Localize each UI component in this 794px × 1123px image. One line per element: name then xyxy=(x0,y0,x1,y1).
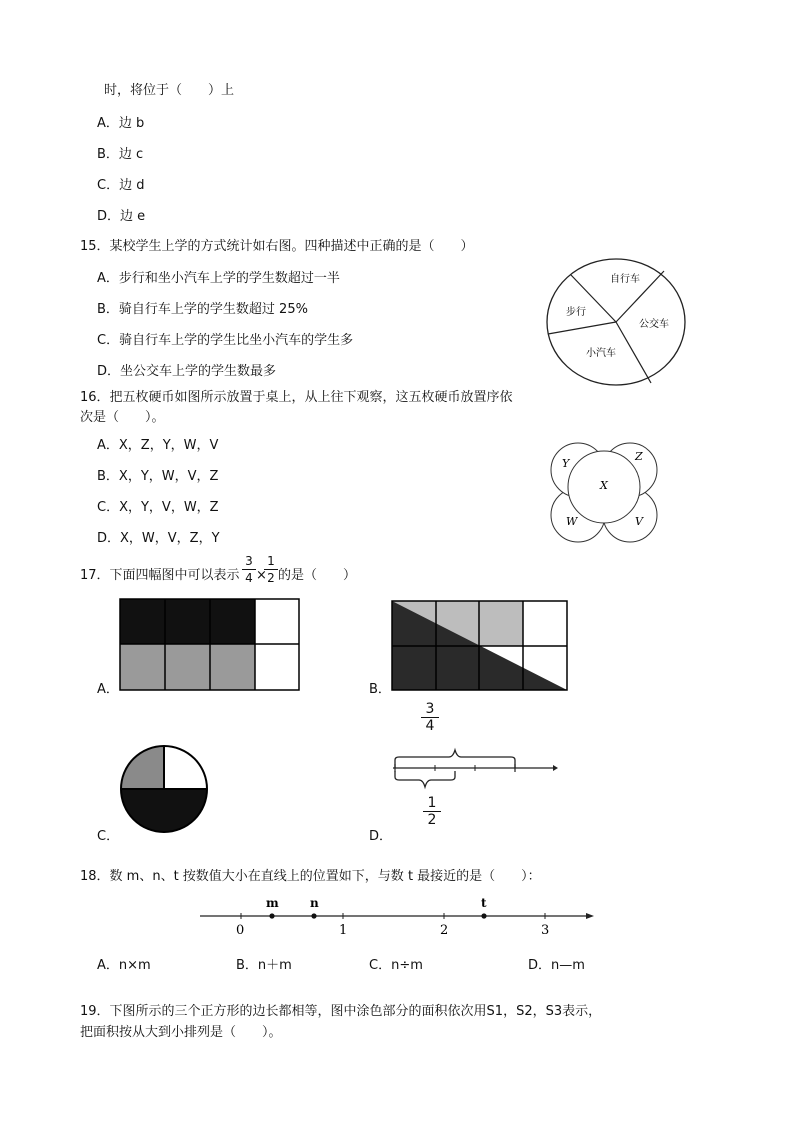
coins-diagram xyxy=(548,437,660,549)
q16-stem-line1: 16．把五枚硬币如图所示放置于桌上，从上往下观察，这五枚硬币放置序依 xyxy=(80,390,513,405)
q17-d-top-den: 4 xyxy=(425,718,435,734)
q16-stem-line2: 次是（ ）。 xyxy=(80,410,165,425)
q15-option-a: A．步行和坐小汽车上学的学生数超过一半 xyxy=(97,271,340,286)
coin-label-v: V xyxy=(635,515,643,528)
coin-label-z: Z xyxy=(635,450,643,463)
q14-option-a: A．边 b xyxy=(97,116,145,131)
q18-point-n: n xyxy=(310,896,319,910)
q17-frac1-num: 3 xyxy=(245,554,253,568)
q19-stem-line1: 19．下图所示的三个正方形的边长都相等，图中涂色部分的面积依次用S1，S2，S3表示， xyxy=(80,1004,602,1019)
q17-stem-post: 的是（ ） xyxy=(278,568,357,583)
q18-tick-3: 3 xyxy=(541,923,550,938)
q15-stem: 15．某校学生上学的方式统计如右图。四种描述中正确的是（ ） xyxy=(80,239,474,254)
q17-d-bottom-den: 2 xyxy=(427,812,437,828)
pie-label-bicycle: 自行车 xyxy=(610,274,640,285)
q18-tick-2: 2 xyxy=(440,923,449,938)
q15-option-c: C．骑自行车上学的学生比坐小汽车的学生多 xyxy=(97,333,354,348)
pie-label-car: 小汽车 xyxy=(586,348,616,359)
q17-figure-d-number-line xyxy=(393,740,558,798)
q18-number-line xyxy=(200,893,595,938)
q17-figure-c xyxy=(119,744,209,834)
q16-option-d: D．X，W，V，Z，Y xyxy=(97,531,220,546)
q16-option-b: B．X，Y，W，V，Z xyxy=(97,469,219,484)
q17-d-bottom-num: 1 xyxy=(427,795,437,811)
q18-tick-0: 0 xyxy=(236,923,245,938)
q19-stem-line2: 把面积按从大到小排列是（ ）。 xyxy=(80,1025,282,1040)
coin-label-w: W xyxy=(566,515,578,528)
coin-label-x: X xyxy=(600,479,608,492)
q17-figure-b xyxy=(392,601,568,691)
q18-option-a: A．n×m xyxy=(97,958,151,973)
q14-option-b: B．边 c xyxy=(97,147,144,162)
transport-pie-chart xyxy=(546,257,688,387)
q17-frac1-den: 4 xyxy=(245,571,253,585)
q17-label-d: D． xyxy=(369,829,393,844)
q17-stem-pre: 17．下面四幅图中可以表示 xyxy=(80,568,240,583)
q17-label-a: A． xyxy=(97,682,119,697)
q17-times: × xyxy=(256,568,267,583)
q17-d-top-fraction xyxy=(421,702,439,733)
q15-option-d: D．坐公交车上学的学生数最多 xyxy=(97,364,277,379)
pie-label-bus: 公交车 xyxy=(639,319,669,330)
q17-fraction-3-4 xyxy=(242,554,256,585)
q16-option-c: C．X，Y，V，W，Z xyxy=(97,500,219,515)
q14-option-d: D．边 e xyxy=(97,209,146,224)
q17-fraction-1-2 xyxy=(264,554,278,585)
q17-label-b: B． xyxy=(369,682,391,697)
q18-option-d: D．n—m xyxy=(528,958,585,973)
q18-point-m: m xyxy=(266,896,279,910)
q14-option-c: C．边 d xyxy=(97,178,145,193)
q17-frac2-num: 1 xyxy=(267,554,275,568)
pie-label-walk: 步行 xyxy=(566,307,586,318)
q17-figure-a xyxy=(120,599,300,691)
q18-stem: 18．数 m、n、t 按数值大小在直线上的位置如下，与数 t 最接近的是（ ）： xyxy=(80,869,541,884)
q17-d-bottom-fraction xyxy=(423,796,441,827)
q18-option-b: B．n＋m xyxy=(236,958,292,973)
coin-label-y: Y xyxy=(562,457,570,470)
q18-tick-1: 1 xyxy=(339,923,348,938)
q14-stem-tail: 时，将位于（ ）上 xyxy=(104,83,235,98)
q18-point-t: t xyxy=(481,896,487,910)
q16-option-a: A．X，Z，Y，W，V xyxy=(97,438,219,453)
q18-option-c: C．n÷m xyxy=(369,958,423,973)
q17-d-top-num: 3 xyxy=(425,701,435,717)
q15-option-b: B．骑自行车上学的学生数超过 25% xyxy=(97,302,308,317)
q17-frac2-den: 2 xyxy=(267,571,275,585)
q17-label-c: C． xyxy=(97,829,120,844)
